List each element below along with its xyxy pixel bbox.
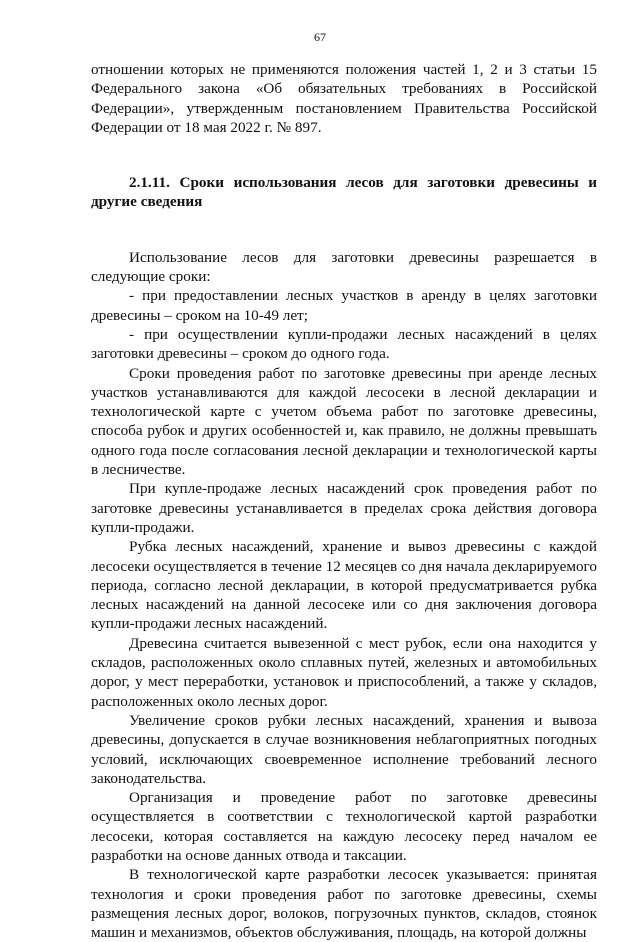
paragraph: В технологической карте разработки лесосек указывается: принятая технология и сроки проведения работ по заготовке древесины, схемы размещения лесных дорог, волоков, погрузочных пунктов, складов, стоянок машин и механизмов, объектов обслуживания, площадь, на которой должны	[91, 866, 597, 942]
paragraph: Древесина считается вывезенной с мест рубок, если она находится у складов, расположенных около сплавных путей, железных и автомобильных дорог, у мест переработки, установок и приспособлений, а также у складов, расположенных около лесных дорог.	[91, 634, 597, 710]
page-number: 67	[314, 30, 326, 44]
paragraph: Использование лесов для заготовки древесины разрешается в следующие сроки:	[91, 248, 597, 286]
list-item: - при предоставлении лесных участков в аренду в целях заготовки древесины – сроком на 10-49 лет;	[91, 287, 597, 324]
paragraph: Организация и проведение работ по заготовке древесины осуществляется в соответствии с технологической картой разработки лесосеки, которая составляется на каждую лесосеку перед началом ее разработки на основе данных отвода и таксации.	[91, 789, 597, 864]
page-content	[91, 60, 597, 942]
paragraph: При купле-продаже лесных насаждений срок проведения работ по заготовке древесины устанавливается в пределах срока действия договора купли-продажи.	[91, 480, 597, 536]
list-item: - при осуществлении купли-продажи лесных насаждений в целях заготовки древесины – сроком до одного года.	[91, 325, 597, 363]
section-heading: 2.1.11. Сроки использования лесов для заготовки древесины и другие сведения	[91, 174, 597, 211]
intro-paragraph: отношении которых не применяются положения частей 1, 2 и 3 статьи 15 Федерального закона «Об обязательных требованиях в Российской Федерации», утвержденным постановлением Правительства Российской Федерации от 18 мая 2022 г. № 897.	[91, 61, 597, 136]
paragraph: Сроки проведения работ по заготовке древесины при аренде лесных участков устанавливаются для каждой лесосеки в лесной декларации и технологической карте с учетом объема работ по заготовке древесины, способа рубок и других особенностей и, как правило, не должны превышать одного года после согласования лесной декларации и технологической карты в лесничестве.	[91, 364, 597, 479]
paragraph: Рубка лесных насаждений, хранение и вывоз древесины с каждой лесосеки осуществляется в течение 12 месяцев со дня начала декларируемого периода, согласно лесной декларации, в которой предусматривается рубка лесных насаждений на данной лесосеке или со дня заключения договора купли-продажи лесных насаждений.	[91, 538, 597, 633]
paragraph: Увеличение сроков рубки лесных насаждений, хранения и вывоза древесины, допускается в случае возникновения неблагоприятных погодных условий, исключающих своевременное исполнение требований лесного законодательства.	[91, 711, 597, 787]
